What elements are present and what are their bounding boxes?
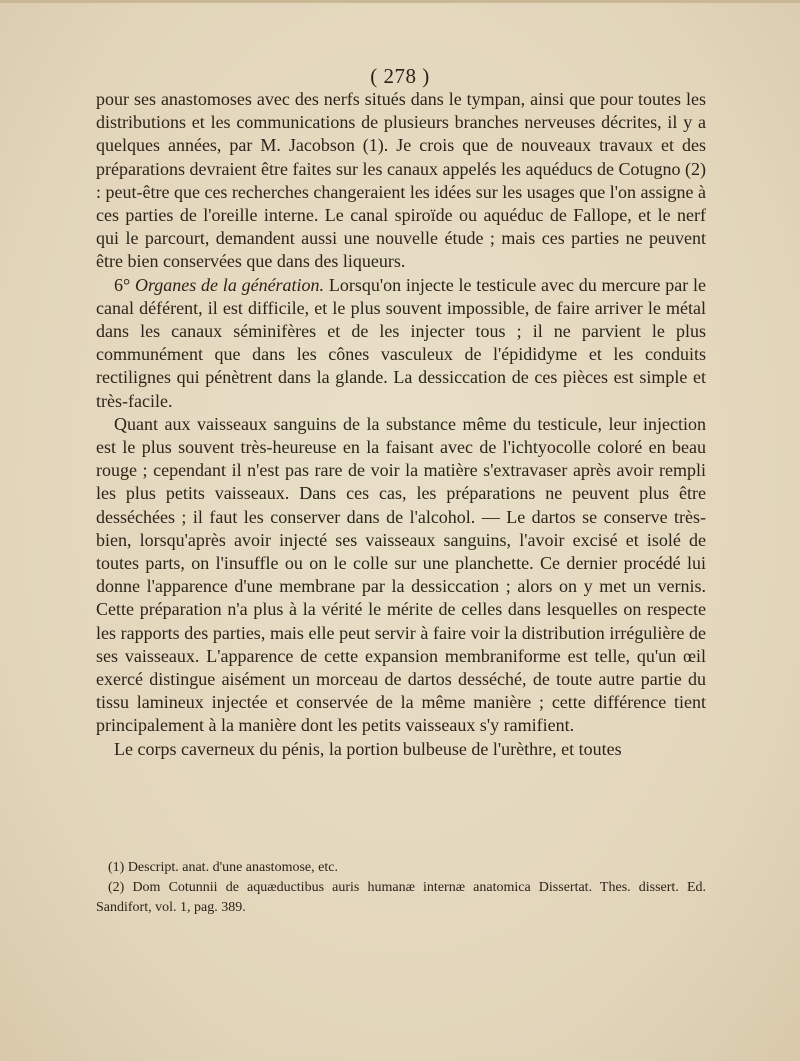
section-number: 6° xyxy=(114,274,131,295)
section-heading: Organes de la génération. xyxy=(134,274,325,295)
footnote-2: (2) Dom Cotunnii de aquæductibus auris humanæ internæ anatomica Dissertat. Thes. dissert. Ed. Sandifort, vol. 1, pag. 389. xyxy=(96,880,706,915)
body-text xyxy=(96,88,706,761)
page-number: ( 278 ) xyxy=(370,64,430,88)
paragraph-4: Le corps caverneux du pénis, la portion bulbeuse de l'urèthre, et toutes xyxy=(114,738,622,759)
paragraph-2 xyxy=(96,274,706,413)
footnote-1: (1) Descript. anat. d'une anastomose, etc. xyxy=(108,860,338,875)
paragraph-2-text: Lorsqu'on injecte le testicule avec du mercure par le canal déférent, il est difficile, et le plus souvent impossible, de faire arriver le métal dans les canaux séminifères et de les injecter tous ; il ne parvient le plus communément que dans les cônes vasculeux de l'épididyme et les conduits rectilignes qui pénètrent dans la glande. La dessiccation de ces pièces est simple et très-facile. xyxy=(96,274,706,411)
footnotes xyxy=(96,858,706,918)
paragraph-3: Quant aux vaisseaux sanguins de la substance même du testicule, leur injection est le plus souvent très-heureuse en la faisant avec de l'ichtyocolle coloré en beau rouge ; cependant il n'est pas rare de voir la matière s'extravaser après avoir rempli les plus petits vaisseaux. Dans ces cas, les préparations ne peuvent plus être desséchées ; il faut les conserver dans de l'alcohol. — Le dartos se conserve très-bien, lorsqu'après avoir injecté ses vaisseaux sanguins, l'avoir excisé et isolé de toutes parts, on l'insuffle ou on le colle sur une planchette. Ce dernier procédé lui donne l'apparence d'une membrane par la dessiccation ; alors on y met un vernis. Cette préparation n'a plus à la vérité le mérite de celles dans lesquelles on respecte les rapports des parties, mais elle peut servir à faire voir la distribution irrégulière de ses vaisseaux. L'apparence de cette expansion membraniforme est telle, qu'un œil exercé distingue aisément un morceau de dartos desséché, de toute autre partie du tissu lamineux injectée et conservée de la même manière ; cette différence tient principalement à la manière dont les petits vaisseaux s'y ramifient. xyxy=(96,413,706,736)
page-top-edge xyxy=(0,0,800,3)
paragraph-1: pour ses anastomoses avec des nerfs situés dans le tympan, ainsi que pour toutes les distributions et les communications de plusieurs branches nerveuses décrites, il y a quelques années, par M. Jacobson (1). Je crois que de nouveaux travaux et des préparations devraient être faites sur les canaux appelés les aquéducs de Cotugno (2) : peut-être que ces recherches changeraient les idées sur les usages que l'on assigne à ces parties de l'oreille interne. Le canal spiroïde ou aquéduc de Fallope, et le nerf qui le parcourt, demandent aussi une nouvelle étude ; mais ces parties ne peuvent être bien conservées que dans des liqueurs. xyxy=(96,89,706,272)
